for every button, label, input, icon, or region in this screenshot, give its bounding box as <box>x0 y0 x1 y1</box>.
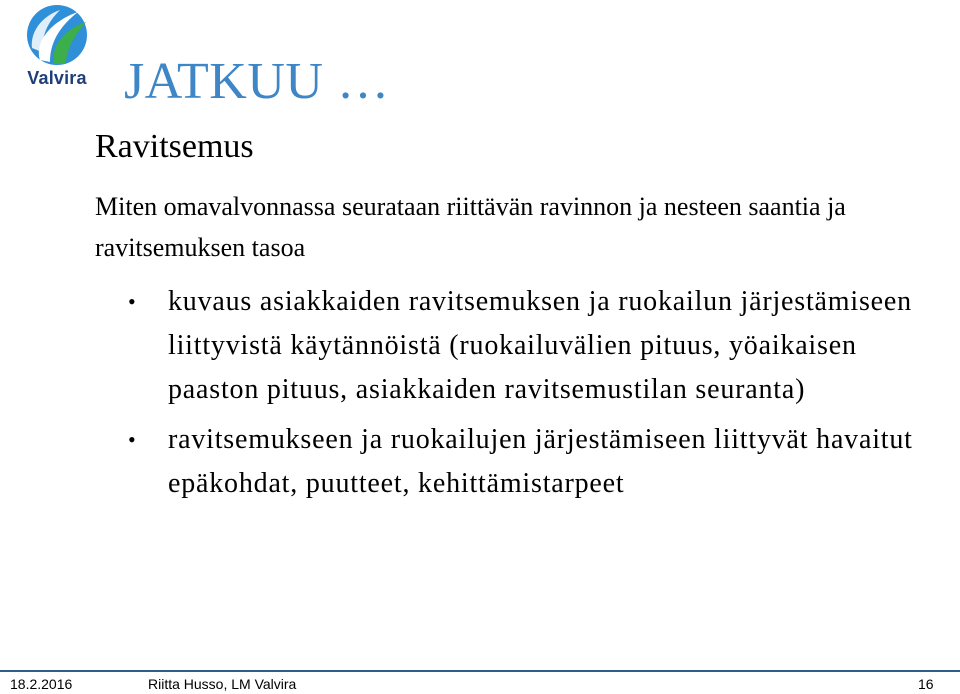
slide-title: JATKUU … <box>124 53 390 110</box>
section-heading: Ravitsemus <box>95 128 254 165</box>
bullet-marker: • <box>128 427 137 452</box>
valvira-emblem-icon <box>20 2 94 68</box>
footer-author: Riitta Husso, LM Valvira <box>148 676 297 692</box>
footer-date: 18.2.2016 <box>10 676 73 692</box>
logo-brand-text: Valvira <box>27 68 87 88</box>
bullet-text: ravitsemukseen ja ruokailujen järjestämiseen liittyvät havaitut epäkohdat, puutteet, kehittämistarpeet <box>168 424 913 499</box>
bullet-list <box>124 280 924 512</box>
bullet-item <box>124 418 924 506</box>
question-text: Miten omavalvonnassa seurataan riittävän ravinnon ja nesteen saantia ja ravitsemuksen tasoa <box>95 192 846 262</box>
footer-divider <box>0 670 960 672</box>
page-number: 16 <box>918 676 934 692</box>
bullet-marker: • <box>128 289 137 314</box>
valvira-logo <box>20 2 94 94</box>
bullet-text: kuvaus asiakkaiden ravitsemuksen ja ruokailun järjestämiseen liittyvistä käytännöistä (ruokailuvälien pituus, yöaikaisen paaston pituus, asiakkaiden ravitsemustilan seuranta) <box>168 286 912 405</box>
bullet-item <box>124 280 924 412</box>
